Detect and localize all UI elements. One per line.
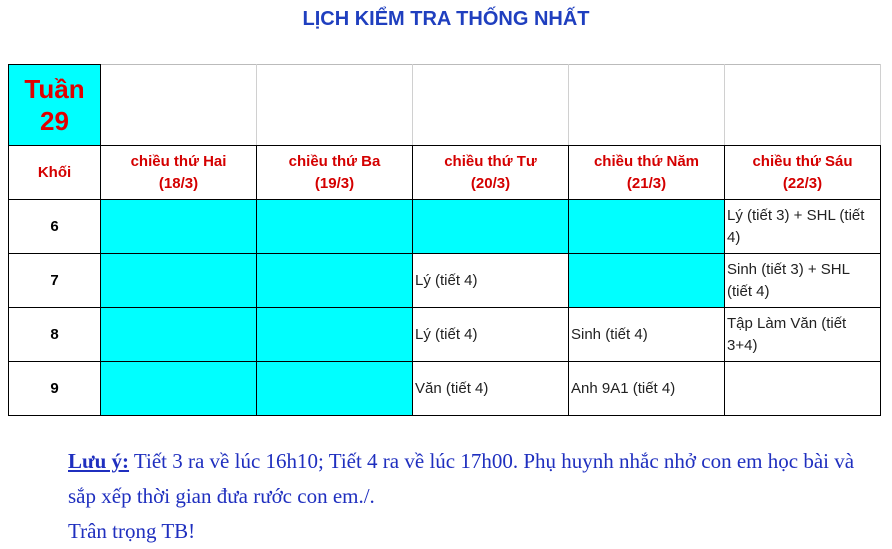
blank-cell bbox=[569, 65, 725, 146]
schedule-cell: Anh 9A1 (tiết 4) bbox=[569, 362, 725, 416]
blank-cell bbox=[413, 65, 569, 146]
week-cell bbox=[9, 65, 101, 146]
week-number: 29 bbox=[40, 106, 69, 136]
note-paragraph bbox=[8, 444, 884, 514]
week-row bbox=[9, 65, 881, 146]
table-row bbox=[9, 362, 881, 416]
page-title: LỊCH KIỂM TRA THỐNG NHẤT bbox=[302, 8, 590, 30]
schedule-cell bbox=[569, 254, 725, 308]
note-label: Lưu ý: bbox=[68, 449, 130, 473]
schedule-cell bbox=[257, 254, 413, 308]
schedule-cell bbox=[101, 200, 257, 254]
day-name: chiều thứ Sáu bbox=[752, 152, 853, 170]
note-text: Tiết 3 ra về lúc 16h10; Tiết 4 ra về lúc 17h00. Phụ huynh nhắc nhở con em học bài và sắp xếp thời gian đưa rước con em./. bbox=[68, 449, 855, 508]
schedule-cell: Lý (tiết 3) + SHL (tiết 4) bbox=[725, 200, 881, 254]
day-date: (20/3) bbox=[470, 174, 511, 192]
grade-cell: 8 bbox=[9, 308, 101, 362]
schedule-cell: Sinh (tiết 3) + SHL (tiết 4) bbox=[725, 254, 881, 308]
day-name: chiều thứ Hai bbox=[130, 152, 227, 170]
grade-cell: 7 bbox=[9, 254, 101, 308]
schedule-cell bbox=[257, 308, 413, 362]
blank-cell bbox=[257, 65, 413, 146]
note-section bbox=[8, 444, 884, 549]
week-label: Tuần bbox=[24, 74, 85, 104]
schedule-cell bbox=[101, 362, 257, 416]
schedule-cell bbox=[413, 200, 569, 254]
schedule-cell bbox=[101, 308, 257, 362]
schedule-cell: Văn (tiết 4) bbox=[413, 362, 569, 416]
day-date: (22/3) bbox=[782, 174, 823, 192]
day-header-fri bbox=[725, 146, 881, 200]
day-date: (21/3) bbox=[626, 174, 667, 192]
table-row bbox=[9, 308, 881, 362]
note-closing: Trân trọng TB! bbox=[68, 519, 196, 543]
grade-cell: 9 bbox=[9, 362, 101, 416]
day-header-wed bbox=[413, 146, 569, 200]
table-row bbox=[9, 254, 881, 308]
schedule-cell: Lý (tiết 4) bbox=[413, 254, 569, 308]
day-name: chiều thứ Tư bbox=[444, 152, 537, 170]
blank-cell bbox=[101, 65, 257, 146]
schedule-cell: Tập Làm Văn (tiết 3+4) bbox=[725, 308, 881, 362]
schedule-cell bbox=[569, 200, 725, 254]
schedule-cell: Sinh (tiết 4) bbox=[569, 308, 725, 362]
schedule-cell bbox=[257, 200, 413, 254]
schedule-cell bbox=[257, 362, 413, 416]
schedule-cell bbox=[725, 362, 881, 416]
day-date: (18/3) bbox=[158, 174, 199, 192]
header-row bbox=[9, 146, 881, 200]
day-name: chiều thứ Ba bbox=[288, 152, 381, 170]
day-header-thu bbox=[569, 146, 725, 200]
day-name: chiều thứ Năm bbox=[593, 152, 700, 170]
schedule-cell bbox=[101, 254, 257, 308]
day-header-tue bbox=[257, 146, 413, 200]
day-header-mon bbox=[101, 146, 257, 200]
grade-cell: 6 bbox=[9, 200, 101, 254]
table-row bbox=[9, 200, 881, 254]
exam-schedule-table bbox=[8, 64, 881, 416]
schedule-cell: Lý (tiết 4) bbox=[413, 308, 569, 362]
blank-cell bbox=[725, 65, 881, 146]
day-date: (19/3) bbox=[314, 174, 355, 192]
grade-header: Khối bbox=[9, 146, 101, 200]
